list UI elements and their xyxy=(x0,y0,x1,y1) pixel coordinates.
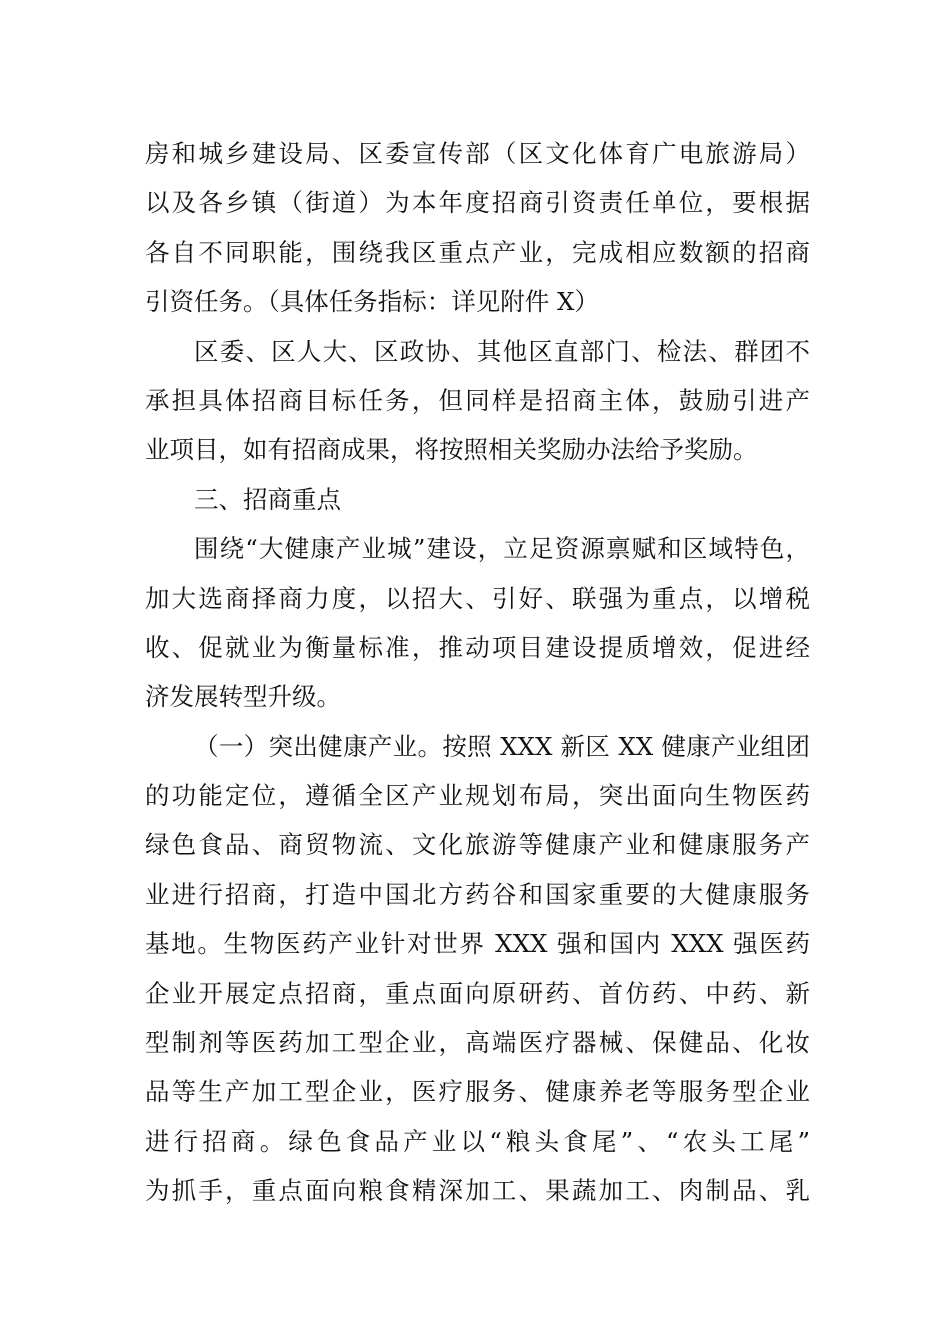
text-line: 为抓手，重点面向粮食精深加工、果蔬加工、肉制品、乳 xyxy=(145,1176,810,1206)
text-line: 收、促就业为衡量标准，推动项目建设提质增效，促进经 xyxy=(145,632,810,662)
section-heading: 三、招商重点 xyxy=(194,484,341,514)
text-line: 各自不同职能，围绕我区重点产业，完成相应数额的招商 xyxy=(145,237,810,267)
text-line: 济发展转型升级。 xyxy=(145,682,341,712)
text-line: 企业开展定点招商，重点面向原研药、首仿药、中药、新 xyxy=(145,978,810,1008)
text-line: 房和城乡建设局、区委宣传部（区文化体育广电旅游局） xyxy=(145,139,810,168)
paragraph-start-line: 区委、区人大、区政协、其他区直部门、检法、群团不 xyxy=(194,336,810,366)
text-line: 业项目，如有招商成果，将按照相关奖励办法给予奖励。 xyxy=(145,435,758,465)
text-line: 加大选商择商力度，以招大、引好、联强为重点，以增税 xyxy=(145,583,810,613)
text-line: 绿色食品、商贸物流、文化旅游等健康产业和健康服务产 xyxy=(145,830,810,860)
text-line: 品等生产加工型企业，医疗服务、健康养老等服务型企业 xyxy=(145,1077,810,1107)
paragraph-start-line: 围绕“大健康产业城”建设，立足资源禀赋和区域特色， xyxy=(194,534,810,564)
text-line: 型制剂等医药加工型企业，高端医疗器械、保健品、化妆 xyxy=(145,1028,810,1058)
paragraph-start-line: （一）突出健康产业。按照 XXX 新区 XX 健康产业组团 xyxy=(194,731,810,761)
document-body xyxy=(145,129,810,1216)
text-line: 基地。生物医药产业针对世界 XXX 强和国内 XXX 强医药 xyxy=(145,929,810,959)
text-line: 进行招商。绿色食品产业以“粮头食尾”、“农头工尾” xyxy=(145,1126,810,1156)
text-line: 承担具体招商目标任务，但同样是招商主体，鼓励引进产 xyxy=(145,385,810,415)
text-line: 引资任务。（具体任务指标：详见附件 X） xyxy=(145,287,599,317)
text-line: 业进行招商，打造中国北方药谷和国家重要的大健康服务 xyxy=(145,879,810,909)
text-line: 的功能定位，遵循全区产业规划布局，突出面向生物医药 xyxy=(145,781,810,811)
text-line: 以及各乡镇（街道）为本年度招商引资责任单位，要根据 xyxy=(145,188,810,218)
